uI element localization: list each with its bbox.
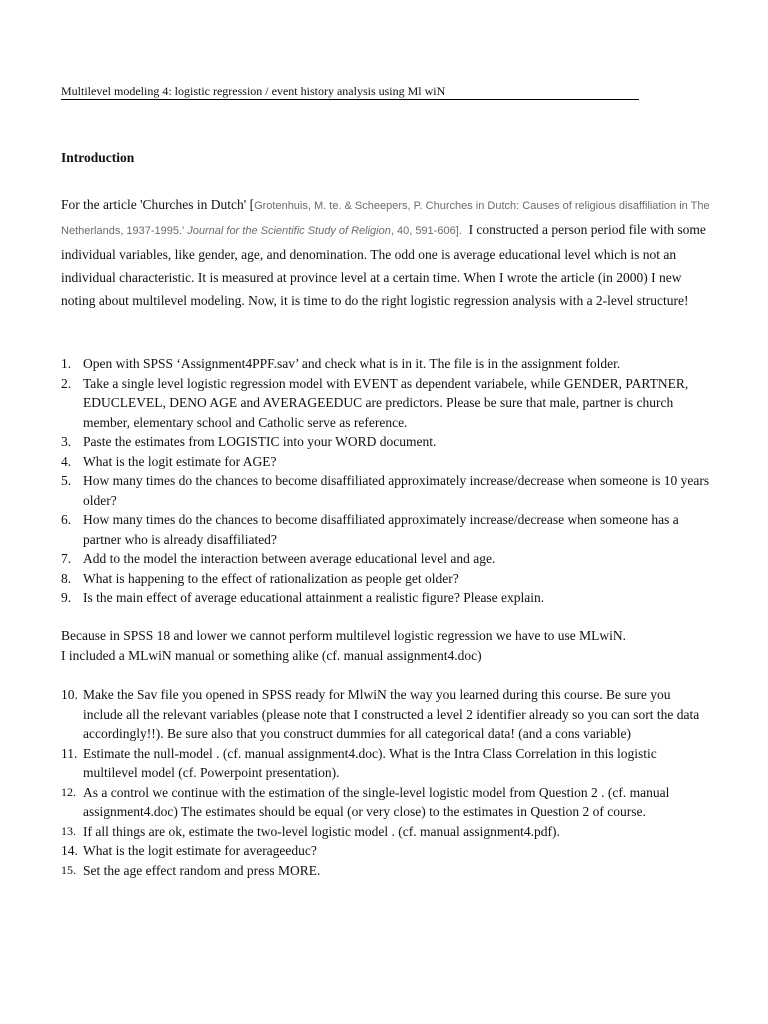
list-item-number: 10. bbox=[61, 687, 78, 702]
list-item-text: What is happening to the effect of rationalization as people get older? bbox=[83, 570, 459, 586]
list-item-number: 1. bbox=[61, 356, 72, 371]
list-item-number: 9. bbox=[61, 590, 72, 605]
list-item-number: 4. bbox=[61, 453, 72, 469]
citation-tail: , 40, 591-606]. bbox=[390, 225, 462, 237]
list-item-number: 3. bbox=[61, 434, 72, 449]
list-item bbox=[61, 471, 711, 510]
list-item-text: What is the logit estimate for averageeduc? bbox=[83, 843, 317, 858]
mlwin-note-line1: Because in SPSS 18 and lower we cannot perform multilevel logistic regression we have to use MLwiN. bbox=[61, 628, 627, 643]
list-item-text: How many times do the chances to become disaffiliated approximately increase/decrease when someone is 10 years older? bbox=[83, 473, 710, 508]
list-item-number: 11. bbox=[61, 745, 78, 761]
list-item bbox=[61, 685, 711, 744]
list-item-number: 8. bbox=[61, 570, 72, 586]
list-item bbox=[61, 861, 711, 881]
list-item-text: Estimate the null-model . (cf. manual assignment4.doc). What is the Intra Class Correlation in this logistic multilevel model (cf. Powerpoint presentation). bbox=[83, 745, 657, 780]
list-item bbox=[61, 822, 711, 842]
introduction-paragraph bbox=[61, 193, 711, 312]
list-item bbox=[61, 744, 711, 783]
citation-authors: Grotenhuis, M. te. & Scheepers, P. Churches in Dutch: Causes of religious disaffiliation in The Netherlands, 1937-1995.' bbox=[61, 200, 710, 237]
list-item-text: Take a single level logistic regression model with EVENT as dependent variabele, while GENDER, PARTNER, EDUCLEVEL, DENO AGE and AVERAGEEDUC are predictors. Please be sure that male, partner is church member, elementary school and Catholic serve as reference. bbox=[83, 375, 689, 430]
list-item-text: Open with SPSS ‘Assignment4PPF.sav’ and check what is in it. The file is in the assignment folder. bbox=[83, 356, 621, 371]
list-item-text: If all things are ok, estimate the two-level logistic model . (cf. manual assignment4.pdf). bbox=[83, 823, 560, 839]
list-item-text: As a control we continue with the estimation of the single-level logistic model from Question 2 . (cf. manual assignment4.doc) The estimates should be equal (or very close) to the estimates in Question 2 of course. bbox=[83, 784, 670, 819]
list-item-text: What is the logit estimate for AGE? bbox=[83, 453, 277, 469]
list-item bbox=[61, 354, 711, 374]
list-item bbox=[61, 374, 711, 433]
list-item-number: 2. bbox=[61, 375, 72, 391]
list-item bbox=[61, 569, 711, 589]
mlwin-note bbox=[61, 626, 711, 665]
list-item-text: Add to the model the interaction between average educational level and age. bbox=[83, 551, 496, 566]
list-item-number: 15. bbox=[61, 862, 76, 877]
list-item bbox=[61, 432, 711, 452]
list-item bbox=[61, 452, 711, 472]
list-item-number: 6. bbox=[61, 512, 72, 527]
list-item-number: 7. bbox=[61, 551, 72, 566]
list-item bbox=[61, 783, 711, 822]
list-item-text: How many times do the chances to become disaffiliated approximately increase/decrease when someone has a partner who is already disaffiliated? bbox=[83, 512, 679, 547]
list-item-text: Make the Sav file you opened in SPSS ready for MlwiN the way you learned during this course. Be sure you include all the relevant variables (please note that I constructed a level 2 identifier already so you can sort the data accordingly!!). Be sure also that you construct dummies for all categorical data! (and a cons variable) bbox=[83, 687, 700, 741]
citation-journal: Journal for the Scientific Study of Religion bbox=[187, 225, 391, 237]
list-item bbox=[61, 588, 711, 608]
list-item-number: 12. bbox=[61, 784, 76, 799]
intro-body: I constructed a person period file with some individual variables, like gender, age, and denomination. The odd one is average educational level which is not an individual characteristic. It is measured at province level at a certain time. When I wrote the article (in 2000) I new noting about multilevel modeling. Now, it is time to do the right logistic regression analysis with a 2-level structure! bbox=[61, 222, 706, 308]
list-item-text: Is the main effect of average educational attainment a realistic figure? Please explain. bbox=[83, 590, 545, 605]
section-heading: Introduction bbox=[61, 150, 135, 165]
list-item-text: Paste the estimates from LOGISTIC into your WORD document. bbox=[83, 434, 437, 449]
question-list-part2 bbox=[61, 685, 711, 880]
document-header: Multilevel modeling 4: logistic regression / event history analysis using Ml wiN bbox=[61, 84, 639, 100]
mlwin-note-line2: I included a MLwiN manual or something alike (cf. manual assignment4.doc) bbox=[61, 647, 482, 663]
list-item-number: 13. bbox=[61, 823, 76, 838]
list-item-number: 5. bbox=[61, 473, 72, 488]
list-item bbox=[61, 510, 711, 549]
list-item-number: 14. bbox=[61, 843, 78, 858]
question-list-part1 bbox=[61, 354, 711, 608]
list-item-text: Set the age effect random and press MORE. bbox=[83, 862, 321, 878]
list-item bbox=[61, 549, 711, 569]
intro-lead: For the article 'Churches in Dutch' [ bbox=[61, 197, 255, 212]
list-item bbox=[61, 841, 711, 861]
